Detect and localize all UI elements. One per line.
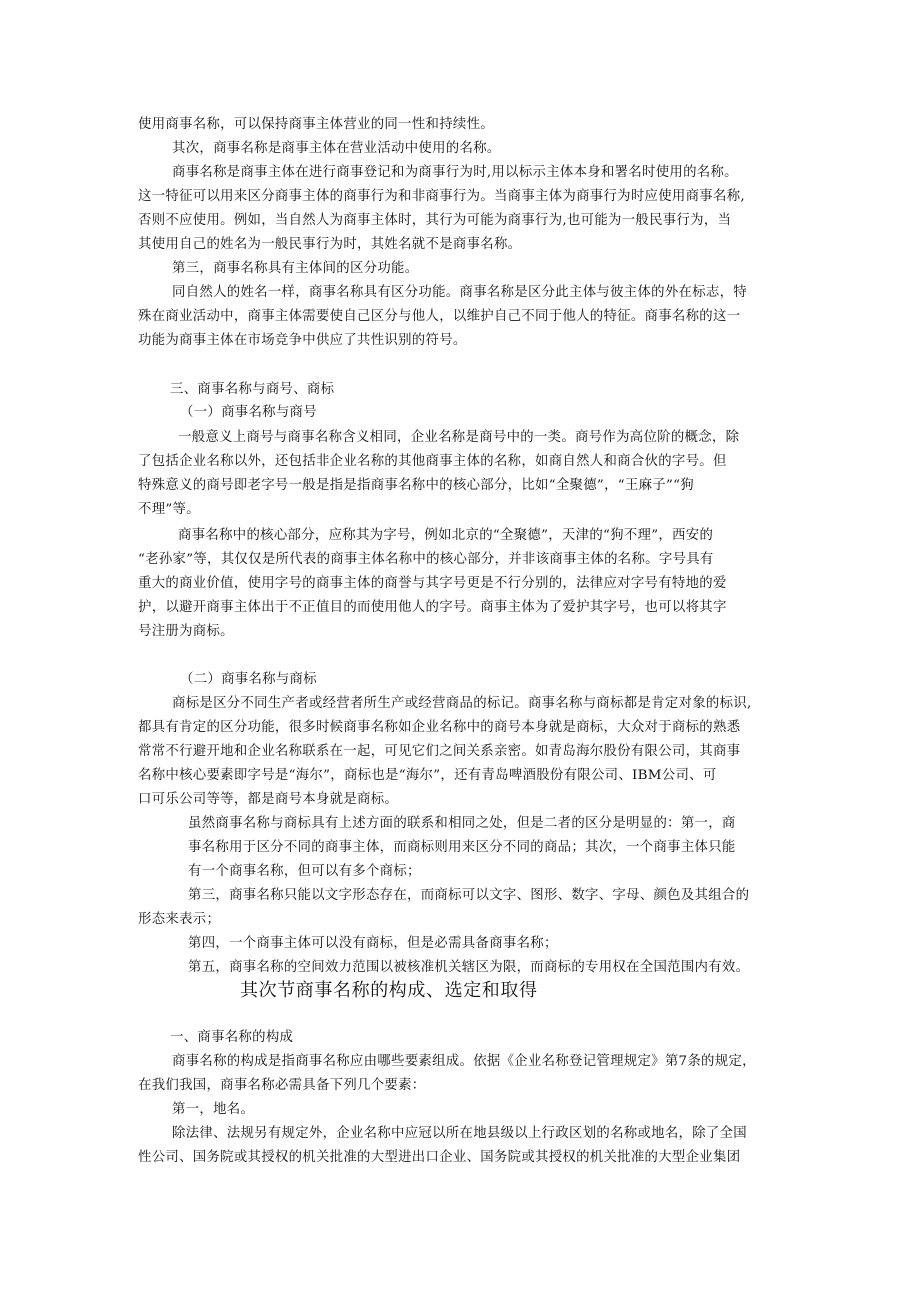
section-heading: 三、商事名称与商号、商标: [170, 382, 335, 397]
text-line: 这一特征可以用来区分商事主体的商事行为和非商事行为。当商事主体为商事行为时应使用商事名称,: [138, 189, 745, 204]
text-line: 第四，一个商事主体可以没有商标，但是必需具备商事名称；: [188, 936, 558, 951]
chapter-section-title: 其次节商事名称的构成、选定和取得: [240, 980, 538, 1001]
text-line: 有一个商事名称，但可以有多个商标；: [188, 864, 421, 879]
text-line: 了包括企业名称以外，还包括非企业名称的其他商事主体的名称，如商自然人和商合伙的字号。但: [138, 454, 727, 469]
text-line: 不理”等。: [138, 502, 200, 517]
text-line: 使用商事名称，可以保持商事主体营业的同一性和持续性。: [138, 117, 494, 132]
text-line: 商事名称是商事主体在进行商事登记和为商事行为时,用以标示主体本身和署名时使用的名称。: [172, 165, 738, 180]
text-line: 常常不行避开地和企业名称联系在一起，可见它们之间关系亲密。如青岛海尔股份有限公司，其商事: [138, 744, 741, 759]
text-line: 名称中核心要素即字号是“海尔”，商标也是“海尔”，还有青岛啤酒股份有限公司、IBM公司、可: [138, 768, 717, 783]
text-line: 同自然人的姓名一样，商事名称具有区分功能。商事名称是区分此主体与彼主体的外在标志，特: [172, 285, 748, 300]
text-line: 其使用自己的姓名为一般民事行为时，其姓名就不是商事名称。: [138, 237, 522, 252]
text-line: 殊在商业活动中，商事主体需要使自己区分与他人，以维护自己不同于他人的特征。商事名称的这一: [138, 309, 741, 324]
text-line: 在我们我国，商事名称必需具备下列几个要素：: [138, 1078, 426, 1093]
text-line: 商标是区分不同生产者或经营者所生产或经营商品的标记。商事名称与商标都是肯定对象的标识,: [172, 696, 752, 711]
text-line: 商事名称中的核心部分，应称其为字号，例如北京的“全聚德”，天津的“狗不理”，西安的: [178, 528, 714, 543]
text-line: 功能为商事主体在市场竞争中供应了共性识别的符号。: [138, 333, 467, 348]
section-heading: 一、商事名称的构成: [170, 1030, 294, 1045]
text-line: 号注册为商标。: [138, 624, 234, 639]
text-line: 否则不应使用。例如，当自然人为商事主体时，其行为可能为商事行为,也可能为一般民事行为，当: [138, 213, 732, 228]
text-line: 一般意义上商号与商事名称含义相同，企业名称是商号中的一类。商号作为高位阶的概念，除: [178, 430, 740, 445]
subsection-heading: （二）商事名称与商标: [180, 672, 317, 687]
text-line: 口可乐公司等等，都是商号本身就是商标。: [138, 792, 399, 807]
text-line: 第三，商事名称具有主体间的区分功能。: [172, 261, 419, 276]
text-line: 事名称用于区分不同的商事主体，而商标则用来区分不同的商品；其次，一个商事主体只能: [188, 840, 736, 855]
text-line: 第一，地名。: [172, 1102, 255, 1117]
text-line: 其次，商事名称是商事主体在营业活动中使用的名称。: [172, 141, 501, 156]
text-line: 第三，商事名称只能以文字形态存在，而商标可以文字、图形、数字、字母、颜色及其组合的: [188, 888, 750, 903]
text-line: 第五，商事名称的空间效力范围以被核准机关辖区为限，而商标的专用权在全国范围内有效。: [188, 960, 750, 975]
text-line: “老孙家”等，其仅仅是所代表的商事主体名称中的核心部分，并非该商事主体的名称。字号具有: [138, 552, 714, 567]
text-line: 都具有肯定的区分功能，很多时候商事名称如企业名称中的商号本身就是商标，大众对于商标的熟悉: [138, 720, 741, 735]
text-line: 性公司、国务院或其授权的机关批准的大型进出口企业、国务院或其授权的机关批准的大型企业集团: [138, 1150, 741, 1165]
text-line: 重大的商业价值，使用字号的商事主体的商誉与其字号更是不行分别的，法律应对字号有特地的爱: [138, 576, 727, 591]
text-line: 商事名称的构成是指商事名称应由哪些要素组成。依据《企业名称登记管理规定》第7条的规定，: [172, 1054, 756, 1069]
text-line: 虽然商事名称与商标具有上述方面的联系和相同之处，但是二者的区分是明显的：第一，商: [188, 816, 736, 831]
subsection-heading: （一）商事名称与商号: [180, 405, 317, 420]
text-line: 形态来表示；: [138, 912, 221, 927]
text-line: 护，以避开商事主体出于不正值目的而使用他人的字号。商事主体为了爱护其字号，也可以将其字: [138, 600, 727, 615]
text-line: 特殊意义的商号即老字号一般是指是指商事名称中的核心部分，比如“全聚德”，“王麻子”“狗: [138, 478, 694, 493]
text-line: 除法律、法规另有规定外，企业名称中应冠以所在地县级以上行政区划的名称或地名，除了全国: [172, 1126, 748, 1141]
